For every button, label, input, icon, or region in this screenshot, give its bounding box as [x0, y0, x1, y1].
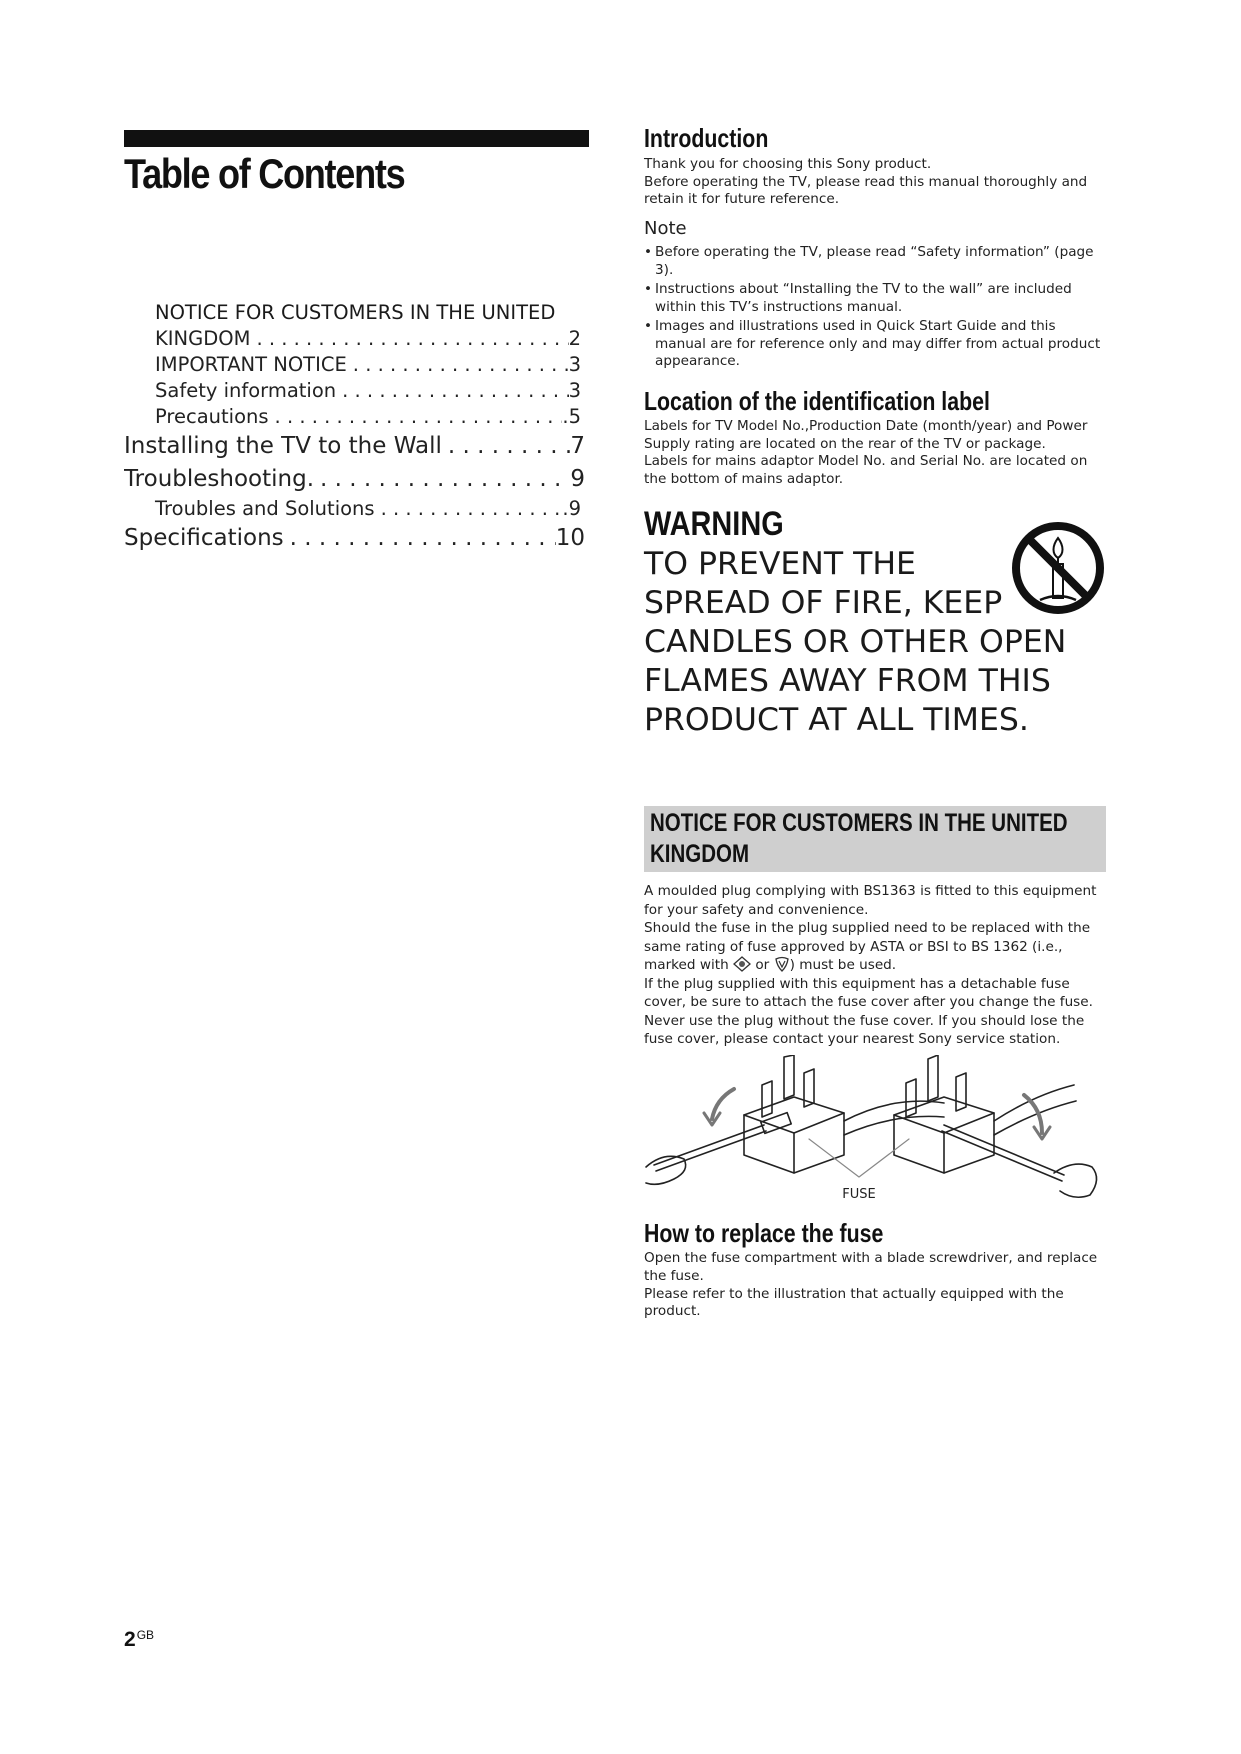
identification-label-heading: Location of the identification label — [644, 386, 990, 416]
toc-entry-page: 7 — [570, 433, 585, 459]
toc-leader-dots — [347, 352, 569, 378]
note-item: • Images and illustrations used in Quick Start Guide and this manual are for reference only and may differ from actual product appearance. — [644, 318, 1106, 371]
toc-leader-dots — [284, 522, 556, 555]
toc-entry-page: .9 — [562, 497, 581, 520]
toc-leader-dots — [375, 496, 563, 522]
introduction-heading: Introduction — [644, 123, 769, 153]
toc-entry-label: Specifications — [124, 525, 284, 551]
toc-entry-label: IMPORTANT NOTICE — [155, 353, 347, 376]
uk-notice-p2a: Should the fuse in the plug supplied need to be replaced with the same rating of fuse approved by ASTA or BSI to BS 1362 (i.e., marked with — [644, 920, 1091, 973]
toc-entry-label: Troubleshooting. — [124, 466, 315, 492]
toc-entry-troubles-solutions[interactable] — [124, 496, 589, 522]
replace-fuse-p2: Please refer to the illustration that actually equipped with the product. — [644, 1285, 1064, 1320]
toc-entry-specifications[interactable] — [124, 522, 589, 555]
uk-notice-p1: A moulded plug complying with BS1363 is fitted to this equipment for your safety and convenience. — [644, 883, 1097, 918]
page-number-value: 2 — [124, 1628, 136, 1651]
toc-entry-installing-wall[interactable] — [124, 430, 589, 463]
toc-entry-important-notice[interactable] — [124, 352, 589, 378]
toc-leader-dots — [314, 463, 570, 496]
toc-entry-safety-information[interactable] — [124, 378, 589, 404]
identification-label-p2: Labels for mains adaptor Model No. and Serial No. are located on the bottom of mains adaptor. — [644, 453, 1088, 487]
toc-entry-uk-notice-line1: NOTICE FOR CUSTOMERS IN THE UNITED — [155, 301, 556, 324]
note-item: • Instructions about “Installing the TV to the wall” are included within this TV’s instructions manual. — [644, 281, 1106, 316]
fuse-label: FUSE — [842, 1187, 876, 1202]
uk-notice-heading-line1: NOTICE FOR CUSTOMERS IN THE UNITED — [650, 809, 1068, 837]
note-item: • Before operating the TV, please read “Safety information” (page 3). — [644, 244, 1106, 279]
toc-title-rule — [124, 130, 589, 147]
toc-entry-page: 3 — [568, 353, 581, 376]
toc-list — [124, 300, 589, 555]
note-list — [644, 244, 1106, 373]
toc-entry-label: Safety information — [155, 379, 337, 402]
warning-heading: WARNING — [644, 505, 784, 543]
toc-entry-label: Precautions — [155, 405, 269, 428]
toc-entry-precautions[interactable] — [124, 404, 589, 430]
toc-entry-uk-notice[interactable] — [124, 326, 589, 352]
replace-fuse-p1: Open the fuse compartment with a blade screwdriver, and replace the fuse. — [644, 1250, 1098, 1284]
asta-mark-icon — [733, 956, 751, 972]
toc-entry-label: KINGDOM — [155, 327, 251, 350]
identification-label-p1: Labels for TV Model No.,Production Date (month/year) and Power Supply rating are located on the rear of the TV or package. — [644, 418, 1088, 452]
uk-notice-p2 — [644, 919, 1106, 975]
replace-fuse-heading: How to replace the fuse — [644, 1218, 884, 1248]
warning-line: CANDLES OR OTHER OPEN — [644, 624, 1067, 660]
warning-line: PRODUCT AT ALL TIMES. — [644, 702, 1029, 738]
warning-line: TO PREVENT THE — [644, 546, 916, 582]
toc-leader-dots — [269, 404, 563, 430]
page-number-suffix: GB — [136, 1628, 155, 1642]
uk-notice-p3: If the plug supplied with this equipment has a detachable fuse cover, be sure to attach the fuse cover after you change the fuse. — [644, 975, 1093, 1010]
warning-line: FLAMES AWAY FROM THIS — [644, 663, 1051, 699]
toc-leader-dots — [336, 378, 568, 404]
identification-label-text — [644, 418, 1106, 488]
toc-entry-troubleshooting[interactable] — [124, 463, 589, 496]
page-number — [124, 1628, 154, 1652]
bsi-kitemark-icon — [774, 956, 790, 972]
introduction-p2: Before operating the TV, please read this manual thoroughly and retain it for future reference. — [644, 173, 1088, 207]
introduction-text — [644, 156, 1106, 209]
uk-notice-heading — [650, 808, 1085, 870]
uk-notice-p4: Never use the plug without the fuse cover. If you should lose the fuse cover, please contact your nearest Sony service station. — [644, 1012, 1085, 1047]
no-open-flame-icon — [1010, 520, 1106, 616]
fuse-replacement-illustration — [644, 1055, 1104, 1205]
toc-entry-page: .5 — [562, 405, 581, 428]
uk-notice-p2-or: or — [755, 957, 770, 973]
toc-entry-label: Installing the TV to the Wall — [124, 433, 442, 459]
toc-entry-page: 3 — [568, 379, 581, 402]
introduction-p1: Thank you for choosing this Sony product. — [644, 156, 932, 172]
uk-notice-text — [644, 882, 1106, 1049]
uk-notice-heading-line2: KINGDOM — [650, 840, 750, 868]
uk-notice-p2b: ) must be used. — [789, 957, 897, 973]
uk-notice-heading-box — [644, 806, 1106, 872]
toc-leader-dots — [250, 326, 568, 352]
replace-fuse-text — [644, 1250, 1106, 1321]
toc-title: Table of Contents — [124, 150, 405, 197]
toc-leader-dots — [442, 430, 570, 463]
warning-line: SPREAD OF FIRE, KEEP — [644, 585, 1003, 621]
note-heading: Note — [644, 218, 687, 239]
toc-entry-label: Troubles and Solutions — [155, 497, 375, 520]
toc-entry-page: 2 — [568, 327, 581, 350]
toc-entry-page: 10 — [555, 525, 585, 551]
toc-entry-page: 9 — [570, 466, 585, 492]
